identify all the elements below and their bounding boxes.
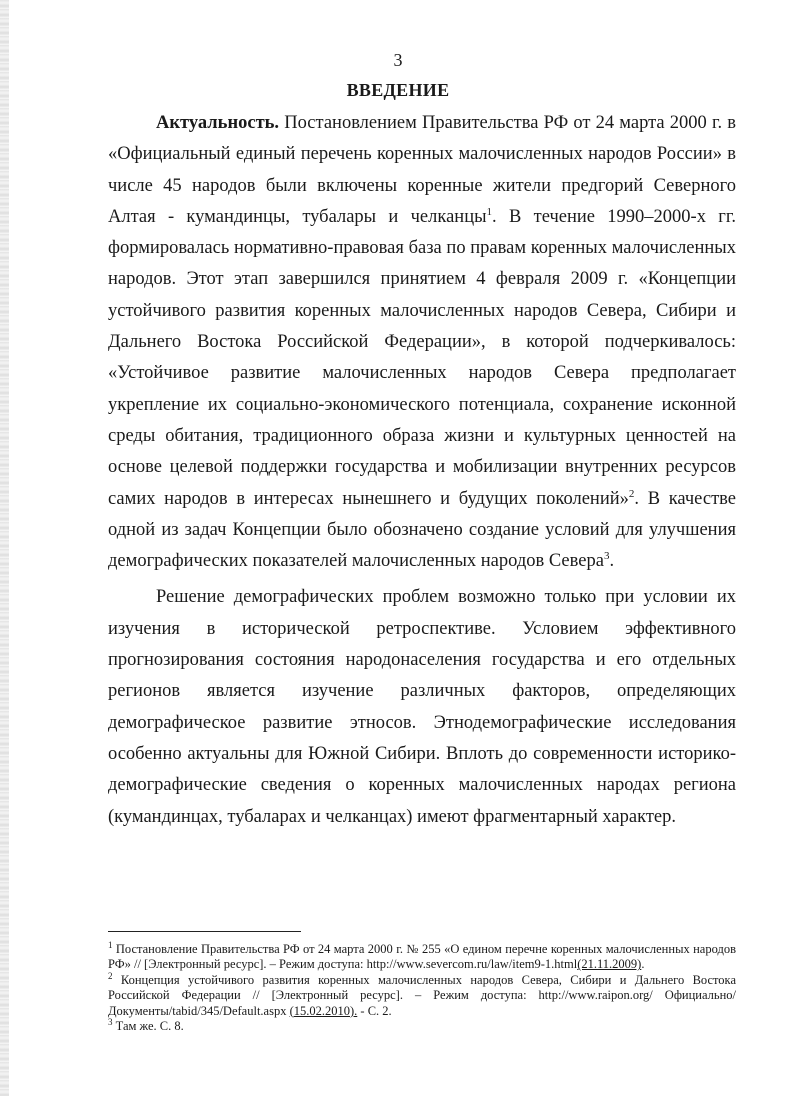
footnotes: [108, 939, 736, 1034]
footnote-ref: 1: [486, 205, 493, 218]
paragraph-text: . В качестве одной из задач Концепции было обозначено создание условий для улучшения демографических показателей малочисленных народов Севера: [108, 488, 736, 572]
section-heading: ВВЕДЕНИЕ: [346, 80, 450, 100]
footnote-mark: 2: [108, 970, 113, 981]
footnote: [108, 939, 736, 973]
footnote: [108, 970, 736, 1019]
footnote-text: Постановление Правительства РФ от 24 марта 2000 г. № 255 «О едином перечне коренных малочисленных народов РФ» // [Электронный ресурс]. – Режим доступа: http://www.severcom.ru/law/item9-1.html: [108, 942, 736, 972]
paragraph-demography: Решение демографических проблем возможно только при условии их изучения в исторической ретроспективе. Условием эффективного прогнозирования состояния народонаселения государства и его отдельных регионов является изучение различных факторов, определяющих демографическое развитие этносов. Этнодемографические исследования особенно актуальны для Южной Сибири. Вплоть до современности историко-демографические сведения о коренных малочисленных народах региона (кумандинцах, тубаларах и челканцах) имеют фрагментарный характер.: [108, 587, 736, 827]
footnote-separator: [108, 931, 301, 932]
footnote-tail: - С. 2.: [357, 1003, 392, 1018]
footnote-date: (15.02.2010).: [289, 1003, 358, 1018]
footnote: [108, 1016, 736, 1034]
scan-edge: [0, 0, 9, 1096]
footnote-date: (21.11.2009): [577, 957, 642, 972]
footnote-mark: 3: [108, 1016, 113, 1027]
page-number: 3: [393, 50, 403, 70]
footnote-ref: 3: [603, 550, 610, 562]
main-text: [108, 108, 736, 833]
paragraph-text: Постановлением Правительства РФ от 24 марта 2000 г. в «Официальный единый перечень коренных малочисленных народов России» в числе 45 народов были включены коренные жители предгорий Северного Алтая - кумандинцы, тубалары и челканцы: [108, 113, 736, 227]
footnote-text: Концепция устойчивого развития коренных малочисленных народов Севера, Сибири и Дальнего Востока Российской Федерации // [Электронный ресурс]. – Режим доступа: http://www.raipon.org/ Официально/Документы/tabid/345/Default.aspx: [108, 972, 736, 1018]
footnote-ref: 2: [628, 487, 635, 500]
paragraph-text: .: [609, 551, 615, 572]
footnote-mark: 1: [108, 939, 113, 950]
paragraph-relevance: [108, 108, 736, 577]
footnote-tail: .: [641, 957, 645, 972]
footnote-text: Там же. С. 8.: [112, 1019, 184, 1034]
paragraph-text: . В течение 1990–2000-х гг. формировалась нормативно-правовая база по правам коренных малочисленных народов. Этот этап завершился принятием 4 февраля 2009 г. «Концепции устойчивого развития коренных малочисленных народов Севера, Сибири и Дальнего Востока Российской Федерации», в которой подчеркивалось: «Устойчивое развитие малочисленных народов Севера предполагает укрепление их социально-экономического потенциала, сохранение исконной среды обитания, традиционного образа жизни и культурных ценностей на основе целевой поддержки государства и мобилизации внутренних ресурсов самих народов в интересах нынешнего и будущих поколений»: [108, 206, 737, 509]
paragraph-lead: Актуальность.: [156, 113, 280, 133]
